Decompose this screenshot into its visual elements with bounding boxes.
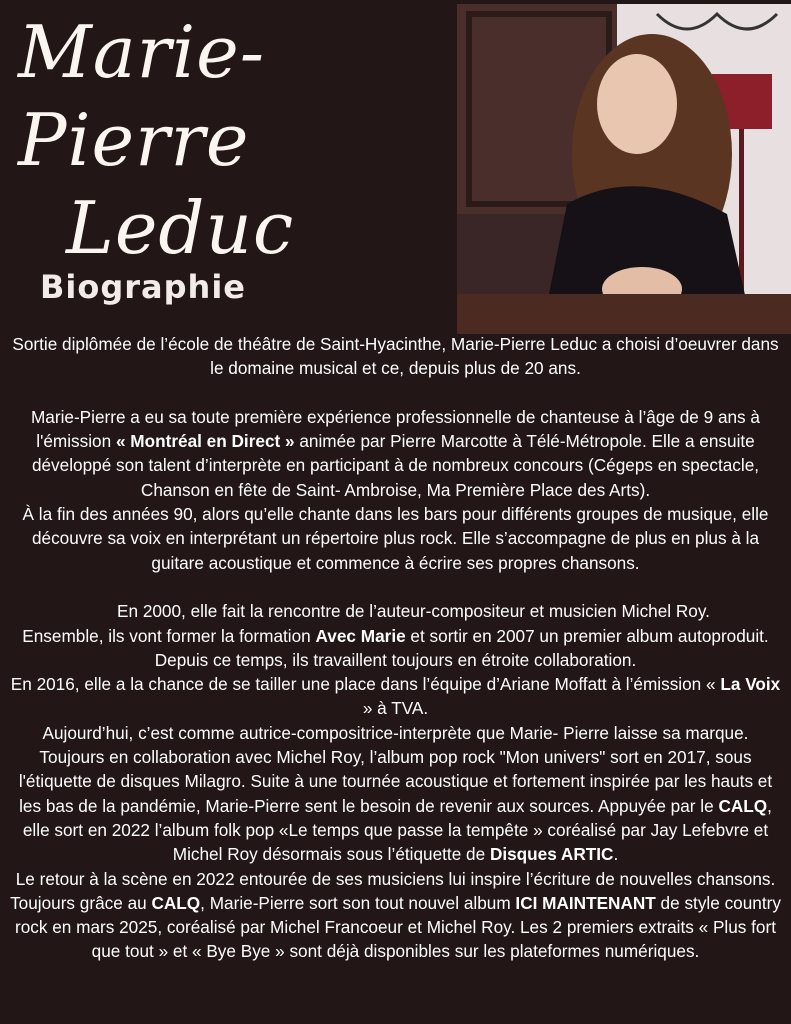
bio-paragraph: En 2000, elle fait la rencontre de l’auteur-compositeur et musicien Michel Roy. (117, 601, 710, 622)
bio-paragraph: En 2016, elle a la chance de se tailler une place dans l’équipe d’Ariane Moffatt à l’émission « La Voix » à TVA. (10, 674, 781, 719)
bio-paragraph: Marie-Pierre a eu sa toute première expérience professionnelle de chanteuse à l’âge de 9 ans à l'émission « Montréal en Direct » animée par Pierre Marcotte à Télé-Métropole. Elle a ensuite développé son talent d’interprète en participant à de nombreux concours (Cégeps en spectacle, Chanson en fête de Saint- Ambroise, Ma Première Place des Arts). (30, 406, 760, 500)
bio-paragraph: Aujourd’hui, c’est comme autrice-compositrice-interprète que Marie- Pierre laisse sa marque. Toujours en collaboration avec Michel Roy, l’album pop rock "Mon univers" sort en 2017, sous l'étiquette de disques Milagro. Suite à une tournée acoustique et fortement inspirée par les hauts et les bas de la pandémie, Marie-Pierre sent le besoin de revenir aux sources. Appuyée par le CALQ, elle sort en 2022 l’album folk pop «Le temps que passe la tempête » coréalisé par Jay Lefebvre et Michel Roy désormais sous l’étiquette de Disques ARTIC. (18, 722, 773, 865)
artist-first-name: Marie-Pierre (18, 10, 266, 182)
bio-paragraph: Ensemble, ils vont former la formation Avec Marie et sortir en 2007 un premier album autoproduit. Depuis ce temps, ils travaillent toujours en étroite collaboration. (22, 625, 769, 670)
artist-photo (457, 4, 791, 334)
biography-text (10, 332, 781, 964)
bio-paragraph: Le retour à la scène en 2022 entourée de ses musiciens lui inspire l’écriture de nouvelles chansons. Toujours grâce au CALQ, Marie-Pierre sort son tout nouvel album ICI MAINTENANT de style country rock en mars 2025, coréalisé par Michel Francoeur et Michel Roy. Les 2 premiers extraits « Plus fort que tout » et « Bye Bye » sont déjà disponibles sur les plateformes numériques. (10, 868, 781, 962)
bio-paragraph: Sortie diplômée de l’école de théâtre de Saint-Hyacinthe, Marie-Pierre Leduc a choisi d’oeuvrer dans le domaine musical et ce, depuis plus de 20 ans. (12, 334, 779, 379)
artist-name-title (18, 8, 458, 272)
bio-paragraph: À la fin des années 90, alors qu’elle chante dans les bars pour différents groupes de musique, elle découvre sa voix en interprétant un répertoire plus rock. Elle s’accompagne de plus en plus à la guitare acoustique et commence à écrire ses propres chansons. (22, 504, 769, 573)
artist-last-name: Leduc (66, 186, 295, 270)
section-title: Biographie (40, 268, 246, 306)
